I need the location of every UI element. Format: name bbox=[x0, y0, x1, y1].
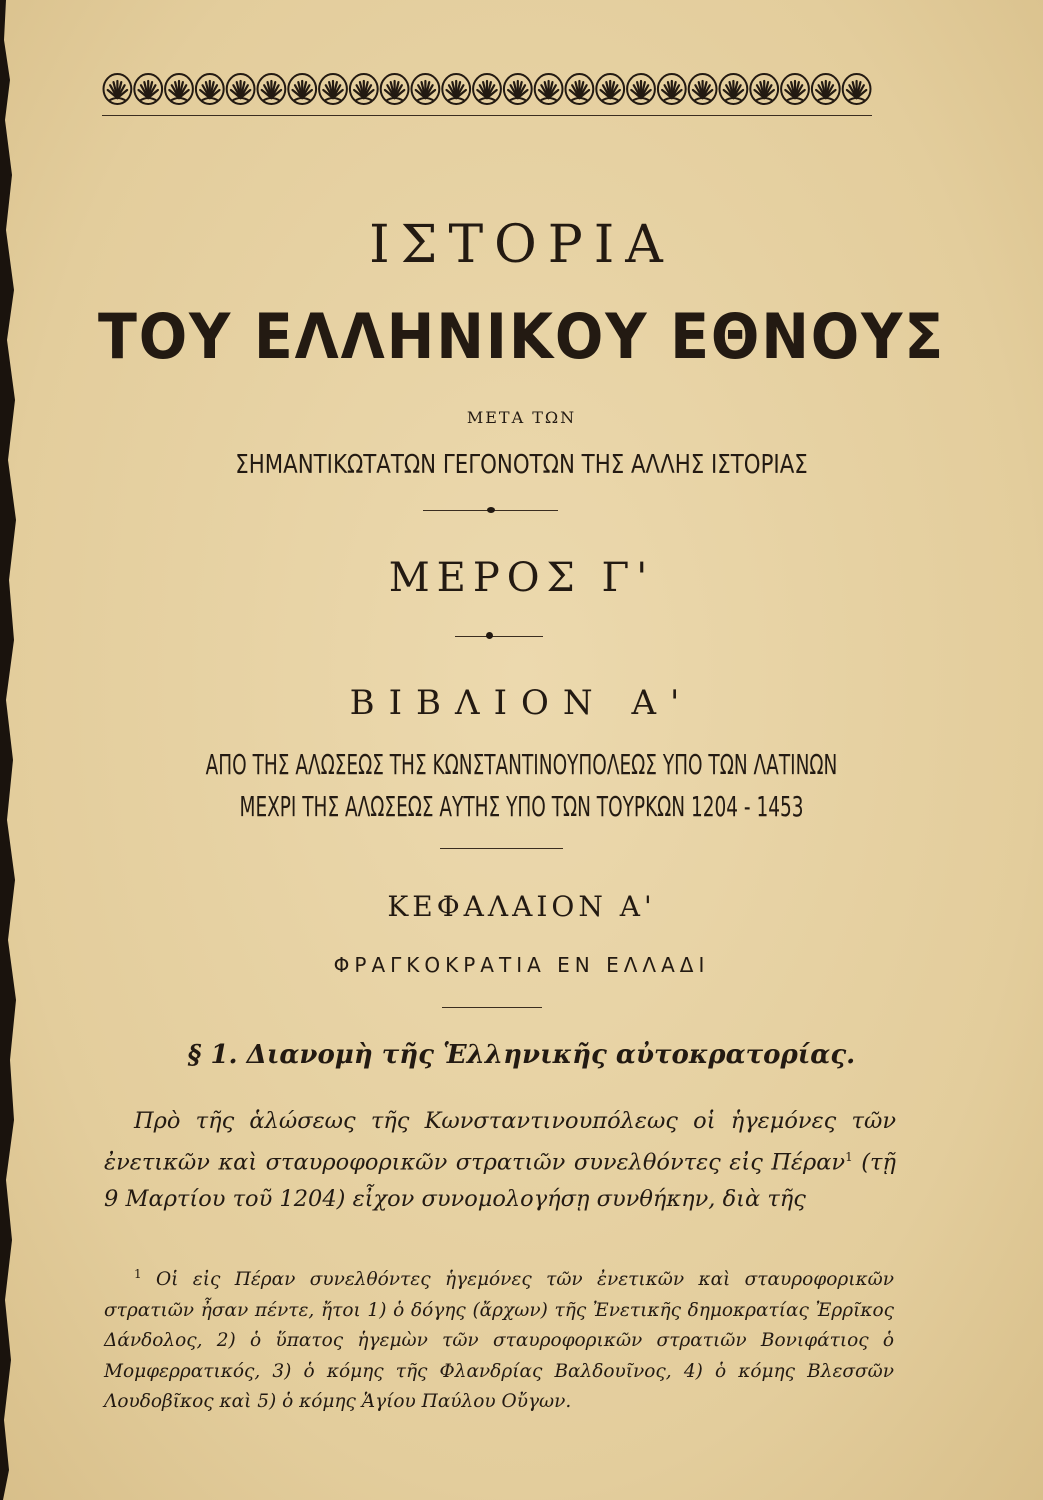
palmette-motif bbox=[566, 74, 594, 104]
palmette-motif bbox=[319, 74, 347, 104]
subtitle-events: ΣΗΜΑΝΤΙΚΩΤΑΤΩΝ ΓΕΓΟΝΟΤΩΝ ΤΗΣ ΑΛΛΗΣ ΙΣΤΟΡΙΑΣ bbox=[235, 450, 808, 480]
body-paragraph bbox=[104, 1103, 896, 1217]
palmette-ornament-band bbox=[102, 70, 872, 108]
palmette-motif bbox=[689, 74, 717, 104]
palmette-motif bbox=[165, 74, 193, 104]
palmette-motif bbox=[627, 74, 655, 104]
palmette-motif bbox=[781, 74, 809, 104]
part-title: ΜΕΡΟΣ Γ' bbox=[388, 555, 655, 601]
body-text-part-1: Πρὸ τῆς ἁλώσεως τῆς Κωνσταντινουπόλεως οἱ ἡγεμόνες τῶν ἐνετικῶν καὶ σταυροφορικῶν στρατιῶν συνελθόντες εἰς Πέραν bbox=[104, 1108, 896, 1176]
palmette-motif bbox=[658, 74, 686, 104]
footnote bbox=[104, 1259, 894, 1418]
palmette-motif bbox=[473, 74, 501, 104]
palmette-motif bbox=[750, 74, 778, 104]
palmette-motif bbox=[288, 74, 316, 104]
meta-label: ΜΕΤΑ ΤΩΝ bbox=[466, 408, 577, 427]
palmette-motif bbox=[350, 74, 378, 104]
divider-2-ornament bbox=[486, 632, 493, 639]
title-greek-nation: ΤΟΥ ΕΛΛΗΝΙΚΟΥ ΕΘΝΟΥΣ bbox=[97, 300, 946, 373]
book-title: ΒΙΒΛΙΟΝ Α' bbox=[349, 683, 694, 723]
palmette-motif bbox=[381, 74, 409, 104]
palmette-motif bbox=[720, 74, 748, 104]
palmette-motif bbox=[442, 74, 470, 104]
divider-1-ornament bbox=[487, 507, 495, 513]
body-text-part-2: (τῇ 9 Μαρτίου τοῦ 1204) εἶχον συνομολογήσῃ συνθήκην, διὰ τῆς bbox=[104, 1149, 896, 1212]
divider-3 bbox=[440, 848, 563, 849]
divider-4 bbox=[442, 1007, 542, 1008]
palmette-motif bbox=[535, 74, 563, 104]
divider-2 bbox=[455, 636, 543, 637]
palmette-motif bbox=[258, 74, 286, 104]
palmette-motif bbox=[104, 74, 132, 104]
footnote-text: Οἱ εἰς Πέραν συνελθόντες ἡγεμόνες τῶν ἐνετικῶν καὶ σταυροφορικῶν στρατιῶν ἦσαν πέντε, ἤτοι 1) ὁ δόγης (ἄρχων) τῆς Ἐνετικῆς δημοκρατίας Ἐρρῖκος Δάνδολος, 2) ὁ ὕπατος ἡγεμὼν τῶν σταυροφορικῶν στρατιῶν Βονιφάτιος ὁ Μομφερρατικός, 3) ὁ κόμης τῆς Φλανδρίας Βαλδουῖνος, 4) ὁ κόμης Βλεσσῶν Λουδοβῖκος καὶ 5) ὁ κόμης Ἁγίου Παύλου Οὔγων. bbox=[104, 1269, 894, 1413]
footnote-reference: 1 bbox=[845, 1150, 853, 1164]
palmette-motif bbox=[843, 74, 871, 104]
footnote-marker: 1 bbox=[134, 1267, 142, 1281]
palmette-motif bbox=[412, 74, 440, 104]
palmette-motif bbox=[812, 74, 840, 104]
section-heading: § 1. Διανομὴ τῆς Ἑλληνικῆς αὐτοκρατορίας. bbox=[187, 1040, 856, 1070]
ornament-rule bbox=[102, 115, 872, 116]
palmette-motif bbox=[196, 74, 224, 104]
palmette-motif bbox=[596, 74, 624, 104]
chapter-title: ΚΕΦΑΛΑΙΟΝ Α' bbox=[387, 890, 656, 923]
chapter-subtitle: ΦΡΑΓΚΟΚΡΑΤΙΑ ΕΝ ΕΛΛΑΔΙ bbox=[333, 953, 710, 977]
title-history: ΙΣΤΟΡΙΑ bbox=[369, 215, 674, 275]
palmette-motif bbox=[134, 74, 162, 104]
palmette-motif bbox=[504, 74, 532, 104]
book-range-line-1: ΑΠΟ ΤΗΣ ΑΛΩΣΕΩΣ ΤΗΣ ΚΩΝΣΤΑΝΤΙΝΟΥΠΟΛΕΩΣ ΥΠΟ ΤΩΝ ΛΑΤΙΝΩΝ bbox=[205, 748, 838, 781]
book-range-line-2: ΜΕΧΡΙ ΤΗΣ ΑΛΩΣΕΩΣ ΑΥΤΗΣ ΥΠΟ ΤΩΝ ΤΟΥΡΚΩΝ 1204 - 1453 bbox=[239, 790, 804, 823]
palmette-motif bbox=[227, 74, 255, 104]
